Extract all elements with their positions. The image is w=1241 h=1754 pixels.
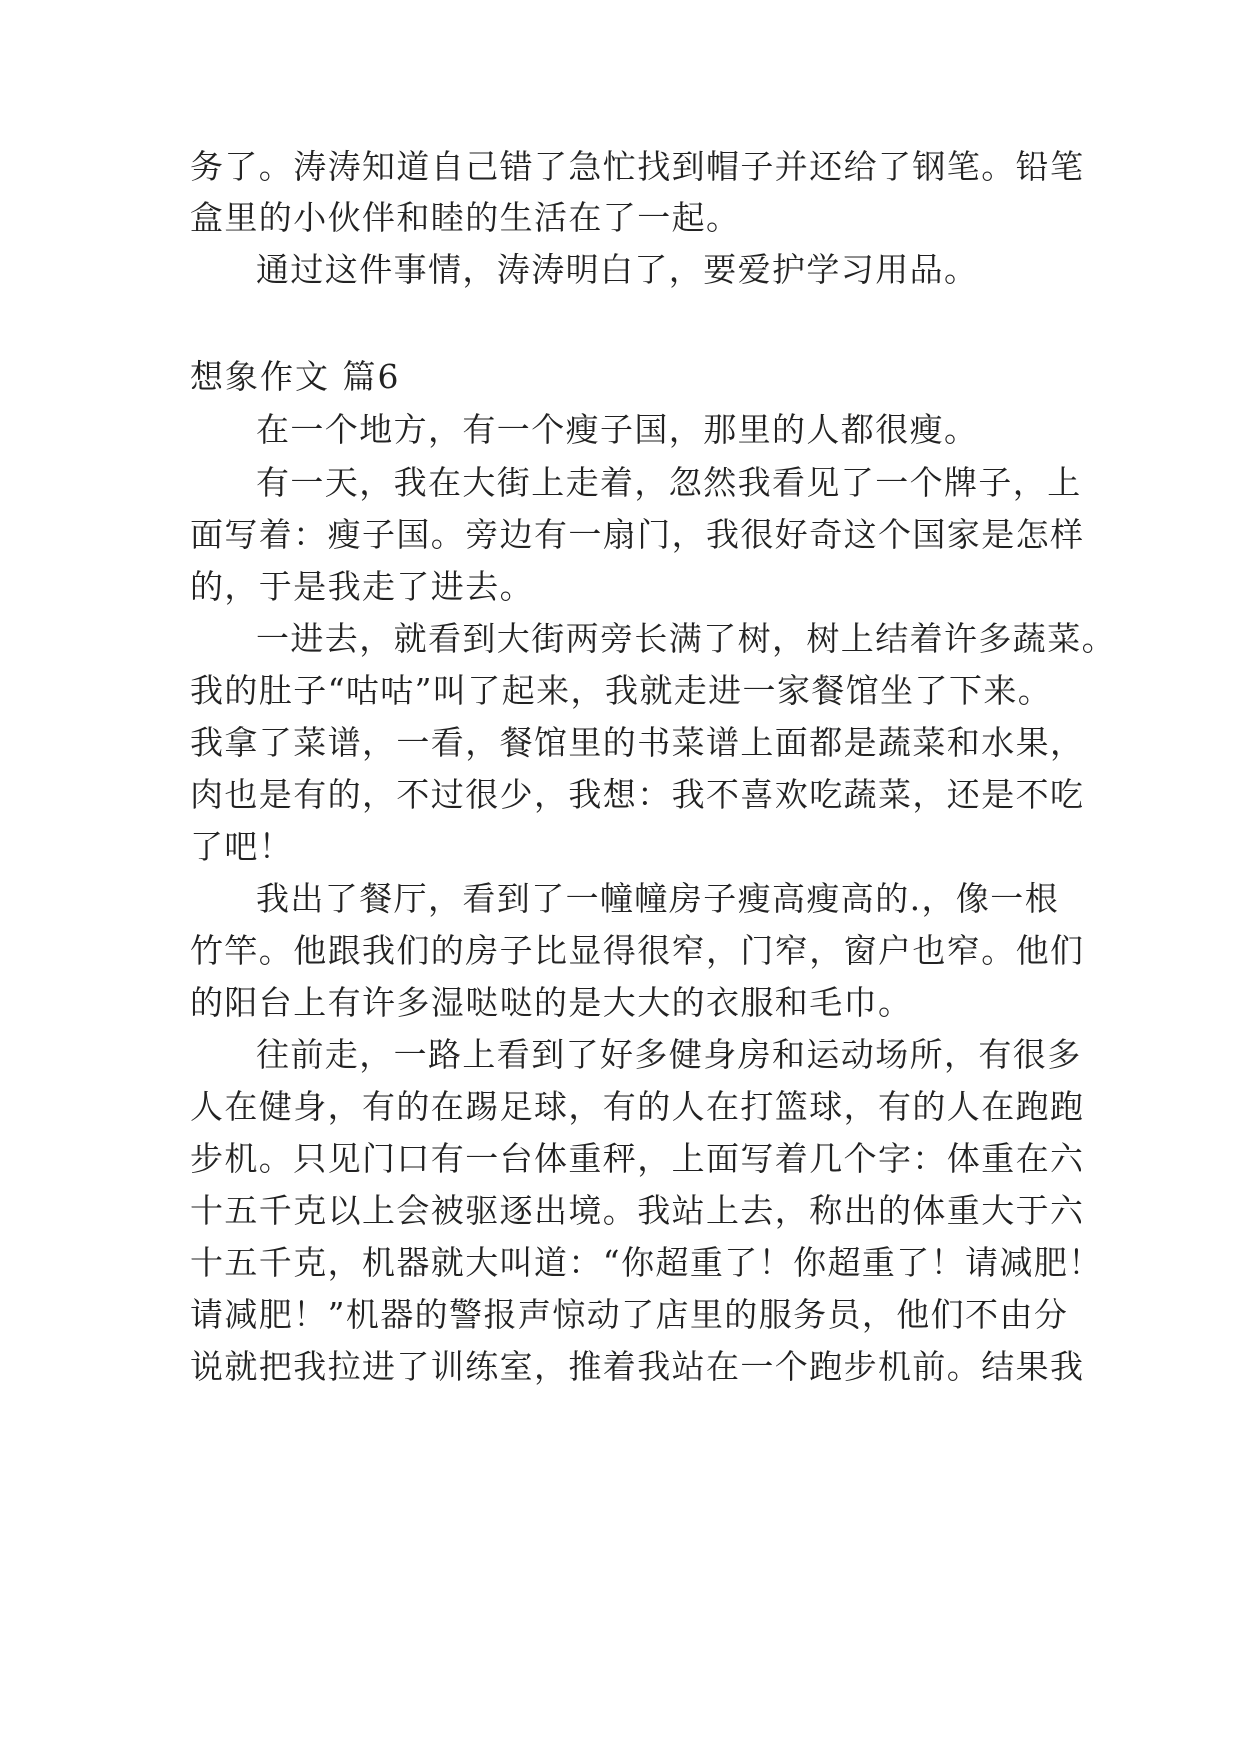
paragraph-line: 的，于是我走了进去。 <box>190 567 534 606</box>
paragraph-line: 了吧！ <box>190 827 294 866</box>
paragraph-line: 我出了餐厅，看到了一幢幢房子瘦高瘦高的.，像一根 <box>256 879 1060 918</box>
section-title: 想象作文 篇6 <box>190 357 401 396</box>
paragraph-line: 我的肚子“咕咕”叫了起来，我就走进一家餐馆坐了下来。 <box>190 671 1053 710</box>
paragraph-line: 往前走，一路上看到了好多健身房和运动场所，有很多 <box>256 1035 1082 1074</box>
paragraph-line: 十五千克，机器就大叫道：“你超重了！你超重了！请减肥！ <box>190 1243 1103 1282</box>
paragraph-line: 的阳台上有许多湿哒哒的是大大的衣服和毛巾。 <box>190 983 913 1022</box>
paragraph-line: 我拿了菜谱，一看，餐馆里的书菜谱上面都是蔬菜和水果， <box>190 723 1085 762</box>
paragraph-line: 竹竿。他跟我们的房子比显得很窄，门窄，窗户也窄。他们 <box>190 931 1085 970</box>
paragraph-line: 说就把我拉进了训练室，推着我站在一个跑步机前。结果我 <box>190 1347 1085 1386</box>
paragraph-line: 盒里的小伙伴和睦的生活在了一起。 <box>190 198 741 237</box>
paragraph-line: 在一个地方，有一个瘦子国，那里的人都很瘦。 <box>256 410 979 449</box>
paragraph-line: 一进去，就看到大街两旁长满了树，树上结着许多蔬菜。 <box>256 619 1116 658</box>
paragraph-line: 步机。只见门口有一台体重秤，上面写着几个字：体重在六 <box>190 1139 1085 1178</box>
paragraph-line: 请减肥！”机器的警报声惊动了店里的服务员，他们不由分 <box>190 1295 1069 1334</box>
paragraph-line: 有一天，我在大街上走着，忽然我看见了一个牌子，上 <box>256 463 1082 502</box>
paragraph-line: 通过这件事情，涛涛明白了，要爱护学习用品。 <box>256 250 979 289</box>
paragraph-line: 肉也是有的，不过很少，我想：我不喜欢吃蔬菜，还是不吃 <box>190 775 1085 814</box>
paragraph-line: 务了。涛涛知道自己错了急忙找到帽子并还给了钢笔。铅笔 <box>190 147 1085 186</box>
paragraph-line: 十五千克以上会被驱逐出境。我站上去，称出的体重大于六 <box>190 1191 1085 1230</box>
paragraph-line: 人在健身，有的在踢足球，有的人在打篮球，有的人在跑跑 <box>190 1087 1085 1126</box>
paragraph-line: 面写着：瘦子国。旁边有一扇门，我很好奇这个国家是怎样 <box>190 515 1085 554</box>
